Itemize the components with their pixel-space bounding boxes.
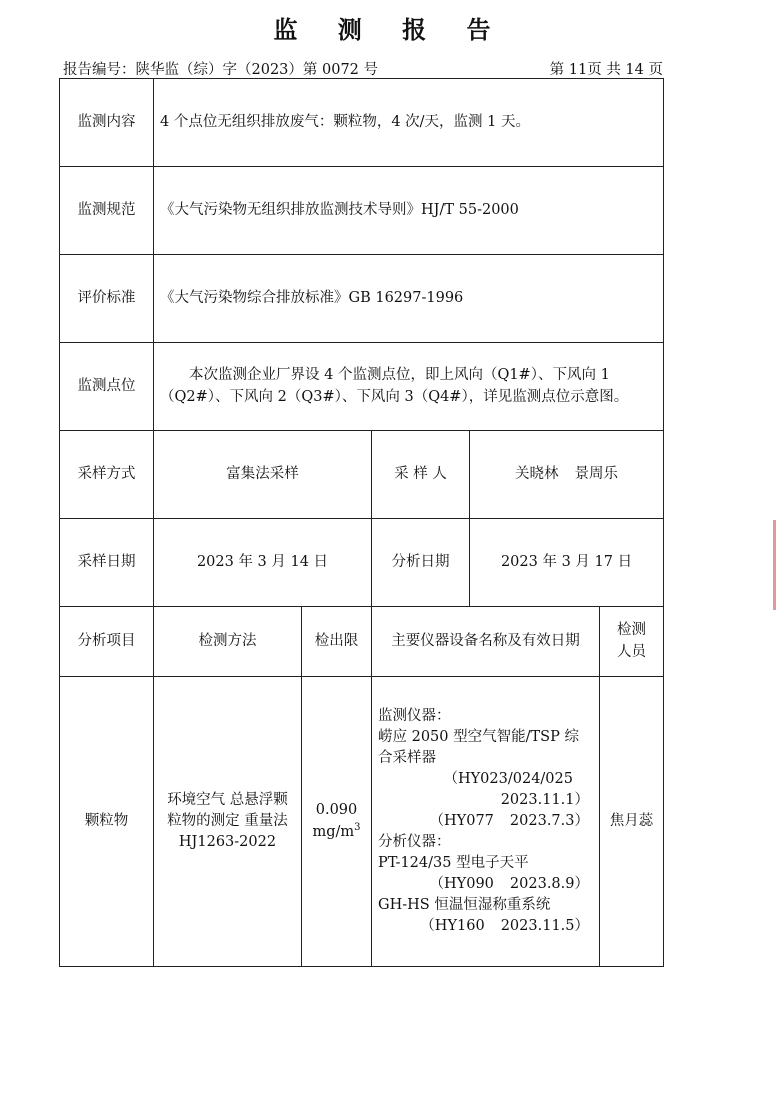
monitor-code-2-date: 2023.7.3） [509,812,589,829]
value-sampling-method: 富集法采样 [154,431,372,519]
equipment-balance-device: PT-124/35 型电子天平 [378,855,529,872]
equipment-monitor-code-1 [378,769,593,811]
detection-limit-unit: mg/m [312,823,355,840]
label-sampling-date: 采样日期 [60,519,154,607]
value-monitoring-points: 本次监测企业厂界设 4 个监测点位，即上风向（Q1#）、下风向 1（Q2#）、下风向 2（Q3#）、下风向 3（Q4#），详见监测点位示意图。 [154,343,664,431]
header-main-equipment: 主要仪器设备名称及有效日期 [372,607,600,677]
row-monitoring-points [60,343,664,431]
label-monitoring-spec: 监测规范 [60,167,154,255]
monitor-code-2-id: （HY077 [429,812,494,829]
row-dates [60,519,664,607]
label-sampling-method: 采样方式 [60,431,154,519]
monitor-code-1-date: 2023.11.1） [500,791,589,808]
label-monitoring-points: 监测点位 [60,343,154,431]
detection-limit-value: 0.090 [315,802,358,819]
report-subheader [63,58,663,79]
value-monitoring-spec: 《大气污染物无组织排放监测技术导则》HJ/T 55-2000 [154,167,664,255]
header-detection-limit: 检出限 [302,607,372,677]
balance-code-id: （HY090 [429,876,494,893]
value-analysis-date: 2023 年 3 月 17 日 [470,519,664,607]
cell-equipment [372,677,600,967]
value-sampler [470,431,664,519]
cell-detection-limit [302,677,372,967]
page-number: 第 11页 共 14 页 [549,62,663,78]
header-inspector-line1: 检测 [617,622,647,639]
analysis-data-row [60,677,664,967]
equipment-monitor-device: 崂应 2050 型空气智能/TSP 综合采样器 [378,728,579,766]
value-evaluation-standard: 《大气污染物综合排放标准》GB 16297-1996 [154,255,664,343]
chamber-code-date: 2023.11.5） [500,918,589,935]
report-title: 监 测 报 告 [273,15,507,44]
row-monitoring-spec [60,167,664,255]
row-monitoring-content [60,79,664,167]
header-analysis-item: 分析项目 [60,607,154,677]
value-sampling-date: 2023 年 3 月 14 日 [154,519,372,607]
equipment-chamber-device: GH-HS 恒温恒湿称重系统 [378,897,551,914]
label-evaluation-standard: 评价标准 [60,255,154,343]
cell-detection-method: 环境空气 总悬浮颗粒物的测定 重量法 HJ1263-2022 [154,677,302,967]
label-monitoring-content: 监测内容 [60,79,154,167]
sampler-name-1: 关晓林 [515,465,559,482]
equipment-balance-code [378,874,593,895]
seal-edge-mark [773,520,776,610]
header-detection-method: 检测方法 [154,607,302,677]
label-analysis-date: 分析日期 [372,519,470,607]
equipment-chamber-code [378,916,593,937]
row-sampling [60,431,664,519]
sampler-name-2: 景周乐 [574,465,619,482]
monitor-code-1-id: （HY023/024/025 [443,770,573,787]
report-table [59,78,664,967]
chamber-code-id: （HY160 [420,918,485,935]
detection-limit-unit-superscript: 3 [354,822,361,834]
equipment-analysis-heading: 分析仪器： [378,834,451,850]
analysis-header-row [60,607,664,677]
equipment-monitor-code-2 [378,811,593,832]
report-number: 报告编号：陕华监（综）字（2023）第 0072 号 [63,62,379,78]
row-evaluation-standard [60,255,664,343]
equipment-monitor-heading: 监测仪器： [378,707,451,724]
balance-code-date: 2023.8.9） [509,876,589,893]
cell-analysis-item: 颗粒物 [60,677,154,967]
value-monitoring-content: 4 个点位无组织排放废气：颗粒物，4 次/天，监测 1 天。 [154,79,664,167]
header-inspector-line2: 人员 [617,643,647,660]
header-inspector [600,607,664,677]
label-sampler: 采 样 人 [372,431,470,519]
cell-inspector: 焦月蕊 [600,677,664,967]
